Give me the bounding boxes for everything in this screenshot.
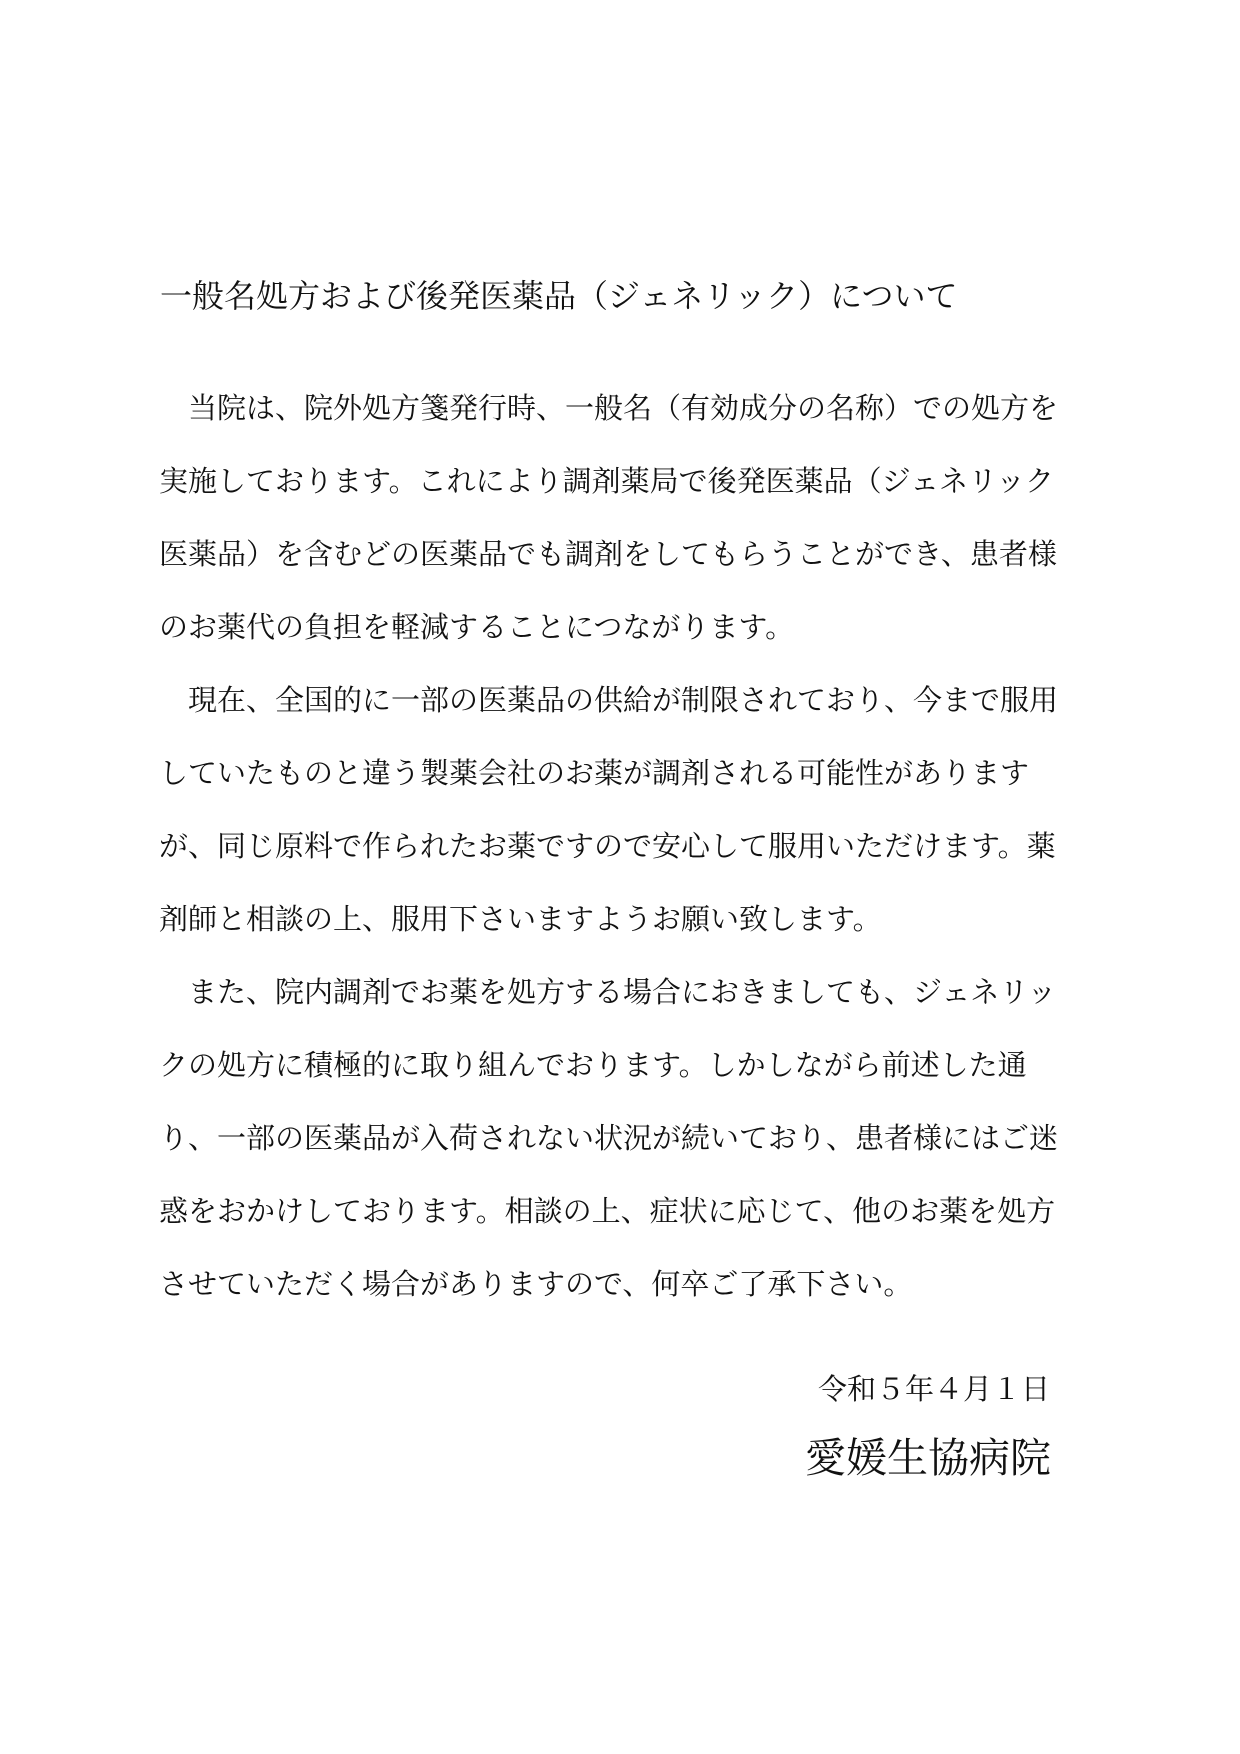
paragraph-line: 実施しております。これにより調剤薬局で後発医薬品（ジェネリック	[159, 464, 1054, 498]
paragraph-line: 現在、全国的に一部の医薬品の供給が制限されており、今まで服用	[188, 683, 1059, 717]
paragraph-line: していたものと違う製薬会社のお薬が調剤される可能性があります	[159, 756, 1030, 790]
document-body	[159, 380, 1059, 1329]
paragraph-3	[159, 964, 1059, 1329]
paragraph-line: 当院は、院外処方箋発行時、一般名（有効成分の名称）での処方を	[188, 391, 1059, 425]
paragraph-line: のお薬代の負担を軽減することにつながります。	[159, 610, 795, 644]
paragraph-2	[159, 672, 1059, 964]
paragraph-line: 医薬品）を含むどの医薬品でも調剤をしてもらうことができ、患者様	[159, 537, 1057, 571]
paragraph-1	[159, 380, 1059, 672]
paragraph-line: り、一部の医薬品が入荷されない状況が続いており、患者様にはご迷	[159, 1121, 1059, 1155]
paragraph-line: また、院内調剤でお薬を処方する場合におきましても、ジェネリッ	[188, 975, 1057, 1009]
organization-name: 愛媛生協病院	[805, 1434, 1051, 1482]
document-title: 一般名処方および後発医薬品（ジェネリック）について	[160, 277, 958, 315]
paragraph-line: クの処方に積極的に取り組んでおります。しかしながら前述した通	[159, 1048, 1027, 1082]
paragraph-line: 惑をおかけしております。相談の上、症状に応じて、他のお薬を処方	[159, 1194, 1056, 1228]
document-date: 令和５年４月１日	[817, 1372, 1050, 1406]
paragraph-line: 剤師と相談の上、服用下さいますようお願い致します。	[159, 902, 882, 936]
paragraph-line: させていただく場合がありますので、何卒ご了承下さい。	[159, 1267, 913, 1301]
paragraph-line: が、同じ原料で作られたお薬ですので安心して服用いただけます。薬	[159, 829, 1056, 863]
